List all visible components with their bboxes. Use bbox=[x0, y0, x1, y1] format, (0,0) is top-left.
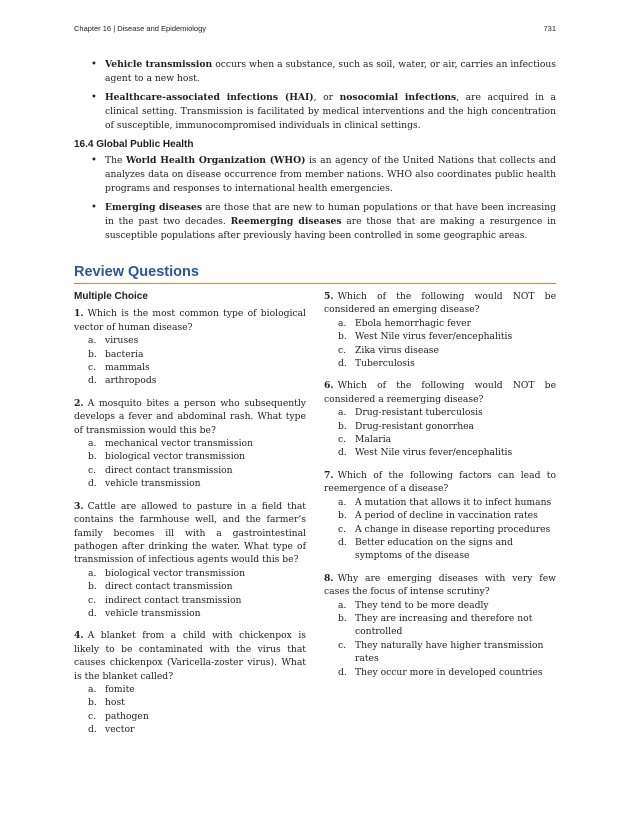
answer-option bbox=[324, 536, 556, 563]
option-text: West Nile virus fever/encephalitis bbox=[355, 331, 513, 343]
key-term: Emerging diseases bbox=[105, 202, 203, 213]
option-text: pathogen bbox=[105, 710, 149, 722]
summary-text: are those that are making a resurgence in susceptible populations after previously having been controlled in some geographic areas. bbox=[105, 216, 557, 241]
option-text: indirect contact transmission bbox=[105, 594, 242, 606]
answer-option bbox=[74, 477, 306, 490]
answer-option bbox=[324, 420, 556, 433]
question-number: 7. bbox=[324, 469, 334, 481]
answer-option bbox=[324, 357, 556, 370]
question-text: Which of the following would NOT be considered a reemerging disease? bbox=[324, 380, 556, 405]
option-text: A period of decline in vaccination rates bbox=[355, 510, 538, 522]
question-text: A mosquito bites a person who subsequently develops a fever and abdominal rash. What type of transmission would this be? bbox=[74, 397, 306, 436]
key-term: Reemerging diseases bbox=[230, 216, 342, 227]
section-heading: 16.4 Global Public Health bbox=[74, 139, 194, 150]
option-letter: d. bbox=[88, 375, 97, 387]
key-term: World Health Organization (WHO) bbox=[125, 155, 306, 166]
option-letter: a. bbox=[88, 683, 97, 695]
option-letter: d. bbox=[88, 478, 97, 490]
answer-option bbox=[74, 374, 306, 387]
summary-list bbox=[74, 58, 556, 133]
option-letter: d. bbox=[338, 447, 347, 459]
option-letter: b. bbox=[88, 697, 97, 709]
option-letter: d. bbox=[88, 724, 97, 736]
review-questions-title: Review Questions bbox=[74, 264, 556, 284]
question-text: Which of the following factors can lead to reemergence of a disease? bbox=[324, 469, 556, 495]
bullet-icon: • bbox=[91, 155, 97, 166]
summary-text: is an agency of the United Nations that collects and analyzes data on disease occurrence from member nations. WHO also coordinates public health programs and responses to international health emergencies. bbox=[105, 155, 556, 194]
question-text: Which is the most common type of biological vector of human disease? bbox=[74, 308, 306, 333]
answer-options bbox=[324, 406, 556, 460]
option-letter: d. bbox=[338, 666, 347, 678]
question-number: 4. bbox=[74, 630, 84, 642]
question-number: 3. bbox=[74, 500, 84, 512]
question bbox=[324, 379, 556, 459]
question-stem bbox=[74, 397, 306, 437]
question-text: Why are emerging diseases with very few cases the focus of intense scrutiny? bbox=[324, 572, 556, 598]
chapter-title: Chapter 16 | Disease and Epidemiology bbox=[74, 24, 207, 33]
answer-option bbox=[74, 437, 306, 450]
option-letter: a. bbox=[338, 496, 347, 508]
answer-options bbox=[74, 334, 306, 388]
question-stem bbox=[74, 629, 306, 683]
page-header bbox=[74, 24, 556, 38]
option-text: Malaria bbox=[355, 434, 392, 446]
option-letter: a. bbox=[338, 599, 347, 611]
option-letter: b. bbox=[338, 420, 347, 432]
answer-option bbox=[74, 464, 306, 477]
option-text: A change in disease reporting procedures bbox=[355, 523, 551, 535]
answer-option bbox=[74, 348, 306, 361]
question-stem bbox=[324, 290, 556, 317]
option-letter: d. bbox=[338, 536, 347, 548]
answer-option bbox=[74, 334, 306, 347]
option-letter: a. bbox=[88, 438, 97, 450]
option-text: vector bbox=[105, 724, 135, 736]
option-letter: c. bbox=[338, 434, 347, 446]
option-letter: b. bbox=[88, 581, 97, 593]
answer-options bbox=[324, 496, 556, 563]
key-term: Vehicle transmission bbox=[105, 59, 213, 70]
answer-option bbox=[324, 612, 556, 639]
bullet-icon: • bbox=[91, 92, 97, 103]
option-letter: a. bbox=[88, 567, 97, 579]
question-stem bbox=[324, 379, 556, 406]
option-letter: b. bbox=[88, 451, 97, 463]
option-letter: c. bbox=[88, 594, 97, 606]
questions-column-left bbox=[74, 290, 306, 746]
option-text: vehicle transmission bbox=[105, 607, 201, 619]
question-text: Which of the following would NOT be considered an emerging disease? bbox=[324, 291, 556, 316]
answer-options bbox=[324, 317, 556, 371]
answer-option bbox=[324, 496, 556, 509]
answer-options bbox=[74, 567, 306, 621]
option-text: direct contact transmission bbox=[105, 581, 233, 593]
option-letter: c. bbox=[88, 362, 97, 374]
option-letter: b. bbox=[338, 510, 347, 522]
question bbox=[324, 469, 556, 563]
answer-option bbox=[74, 696, 306, 709]
question-stem bbox=[74, 307, 306, 334]
question-number: 6. bbox=[324, 380, 334, 392]
option-text: West Nile virus fever/encephalitis bbox=[355, 447, 513, 459]
option-text: biological vector transmission bbox=[105, 567, 246, 579]
answer-option bbox=[74, 450, 306, 463]
option-letter: c. bbox=[338, 523, 347, 535]
question-stem bbox=[74, 500, 306, 567]
answer-option bbox=[74, 594, 306, 607]
answer-options bbox=[324, 599, 556, 679]
answer-option bbox=[74, 683, 306, 696]
summary-item-vehicle-transmission bbox=[74, 58, 556, 86]
option-text: mechanical vector transmission bbox=[105, 438, 253, 450]
answer-option bbox=[324, 433, 556, 446]
question bbox=[74, 307, 306, 387]
option-text: Drug-resistant tuberculosis bbox=[355, 407, 483, 419]
answer-option bbox=[74, 567, 306, 580]
option-text: A mutation that allows it to infect humans bbox=[355, 496, 552, 508]
option-letter: a. bbox=[338, 317, 347, 329]
option-letter: b. bbox=[338, 331, 347, 343]
answer-option bbox=[324, 406, 556, 419]
page-number: 731 bbox=[543, 24, 556, 33]
answer-option bbox=[324, 639, 556, 666]
option-text: viruses bbox=[105, 335, 139, 347]
summary-item-who bbox=[74, 154, 556, 196]
summary-item-emerging-diseases bbox=[74, 201, 556, 243]
summary-text: The bbox=[105, 155, 126, 166]
answer-option bbox=[74, 361, 306, 374]
question-stem bbox=[324, 572, 556, 599]
option-text: They naturally have higher transmission rates bbox=[355, 639, 544, 665]
question-number: 5. bbox=[324, 291, 334, 302]
answer-options bbox=[74, 437, 306, 491]
summary-text: occurs when a substance, such as soil, water, or air, carries an infectious agent to a new host. bbox=[105, 59, 556, 84]
option-text: They are increasing and therefore not controlled bbox=[355, 612, 533, 638]
key-term: Healthcare-associated infections (HAI) bbox=[105, 92, 314, 103]
option-letter: c. bbox=[88, 464, 97, 476]
question-text: A blanket from a child with chickenpox is likely to be contaminated with the virus that causes chickenpox (Varicella-zoster virus). What is the blanket called? bbox=[74, 630, 306, 682]
question bbox=[324, 290, 556, 370]
option-letter: b. bbox=[338, 612, 347, 624]
answer-option bbox=[324, 509, 556, 522]
answer-option bbox=[324, 317, 556, 330]
answer-option bbox=[324, 330, 556, 343]
option-text: Tuberculosis bbox=[355, 358, 415, 370]
answer-option bbox=[324, 599, 556, 612]
answer-option bbox=[324, 523, 556, 536]
multiple-choice-heading: Multiple Choice bbox=[74, 291, 148, 302]
bullet-icon: • bbox=[91, 59, 97, 70]
option-text: Zika virus disease bbox=[355, 344, 439, 356]
option-text: Better education on the signs and symptoms of the disease bbox=[355, 536, 513, 562]
question-stem bbox=[324, 469, 556, 496]
option-text: fomite bbox=[105, 683, 135, 695]
option-text: mammals bbox=[105, 362, 150, 374]
chapter-summary bbox=[74, 58, 556, 248]
summary-text: , are acquired in a clinical setting. Transmission is facilitated by medical interventions and the high concentration of susceptible, immunocompromised individuals in clinical settings. bbox=[105, 92, 557, 131]
answer-option bbox=[74, 607, 306, 620]
option-letter: a. bbox=[338, 407, 347, 419]
option-text: host bbox=[105, 697, 125, 709]
answer-option bbox=[324, 666, 556, 679]
option-text: They tend to be more deadly bbox=[355, 599, 489, 611]
option-text: vehicle transmission bbox=[105, 478, 201, 490]
summary-list bbox=[74, 154, 556, 243]
option-text: They occur more in developed countries bbox=[355, 666, 543, 678]
question-number: 2. bbox=[74, 397, 84, 409]
answer-option bbox=[74, 580, 306, 593]
option-letter: a. bbox=[88, 335, 97, 347]
question-number: 8. bbox=[324, 572, 334, 584]
option-letter: b. bbox=[88, 348, 97, 360]
option-text: bacteria bbox=[105, 348, 144, 360]
option-text: biological vector transmission bbox=[105, 451, 246, 463]
question-text: Cattle are allowed to pasture in a field that contains the farmhouse well, and the farmer’s family becomes ill with a gastrointestinal pathogen after drinking the water. What type of transmission of infectious agents would this be? bbox=[74, 500, 306, 566]
answer-options bbox=[74, 683, 306, 737]
answer-option bbox=[324, 446, 556, 459]
summary-text: are those that are new to human populations or that have been increasing in the past two decades. bbox=[105, 202, 556, 227]
option-letter: c. bbox=[88, 710, 97, 722]
option-letter: d. bbox=[88, 607, 97, 619]
option-letter: d. bbox=[338, 358, 347, 370]
option-text: Drug-resistant gonorrhea bbox=[355, 420, 475, 432]
question-number: 1. bbox=[74, 308, 84, 320]
answer-option bbox=[324, 344, 556, 357]
bullet-icon: • bbox=[91, 202, 97, 213]
key-term: nosocomial infections bbox=[339, 92, 457, 103]
answer-option bbox=[74, 723, 306, 736]
question bbox=[324, 572, 556, 679]
summary-text: , or bbox=[313, 92, 340, 103]
question bbox=[74, 500, 306, 621]
option-text: arthropods bbox=[105, 375, 157, 387]
answer-option bbox=[74, 710, 306, 723]
summary-item-hai bbox=[74, 91, 556, 133]
option-letter: c. bbox=[338, 639, 347, 651]
question bbox=[74, 397, 306, 491]
option-text: direct contact transmission bbox=[105, 464, 233, 476]
questions-column-right bbox=[324, 290, 556, 688]
question bbox=[74, 629, 306, 736]
option-text: Ebola hemorrhagic fever bbox=[355, 317, 471, 329]
option-letter: c. bbox=[338, 344, 347, 356]
